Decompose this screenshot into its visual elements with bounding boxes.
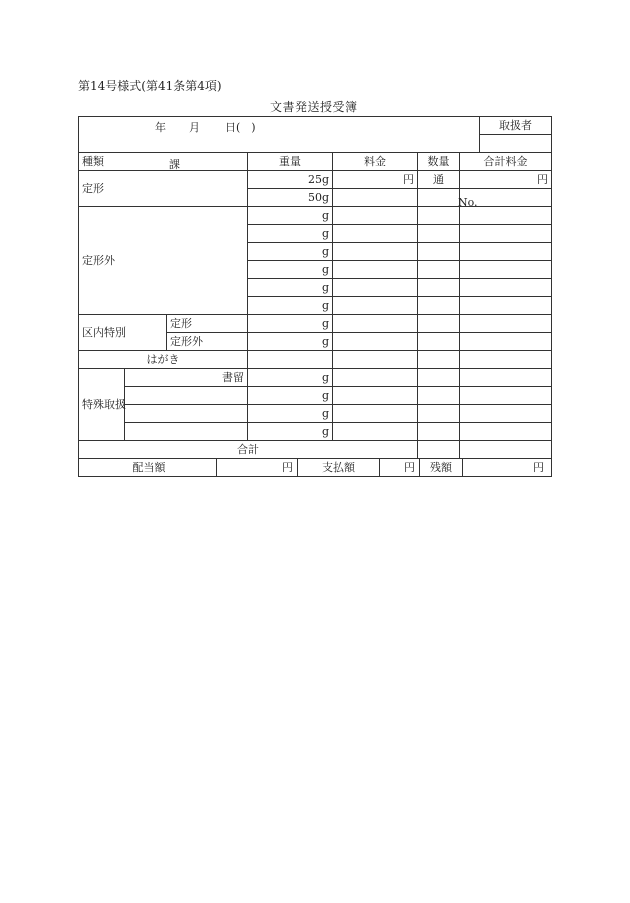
table-row <box>79 351 552 369</box>
local-special-label: 区内特別 <box>79 315 167 351</box>
document-title: 文書発送授受簿 <box>270 100 358 114</box>
standard-label: 定形 <box>79 171 248 207</box>
column-total-fee: 合計料金 <box>460 153 552 171</box>
special-handling-label: 特殊取扱 <box>79 369 125 441</box>
allocated-unit: 円 <box>217 459 298 476</box>
total-label: 合計 <box>79 441 418 459</box>
date-month-label: 月 <box>189 121 200 134</box>
weight-unit: g <box>248 423 333 441</box>
handler-label-cell: 取扱者 <box>480 117 552 135</box>
form-number: 第14号様式(第41条第4項) <box>78 79 222 93</box>
table-row <box>79 423 552 441</box>
standard-total-unit: 円 <box>460 171 552 189</box>
column-header-row <box>79 153 552 171</box>
weight-unit: g <box>248 297 333 315</box>
handler-stamp-box <box>480 135 552 153</box>
paid-unit: 円 <box>380 459 420 476</box>
balance-unit: 円 <box>533 461 544 474</box>
table-row <box>79 405 552 423</box>
column-weight: 重量 <box>248 153 333 171</box>
weight-unit: g <box>248 369 333 387</box>
paid-label: 支払額 <box>298 459 380 476</box>
table-row <box>79 171 552 189</box>
registered-mail-label: 書留 <box>125 369 248 387</box>
table-row <box>79 315 552 333</box>
date-year-label: 年 <box>155 121 166 134</box>
total-row <box>79 441 552 459</box>
column-fee: 料金 <box>333 153 418 171</box>
budget-row <box>79 459 552 477</box>
allocated-label: 配当額 <box>82 459 217 476</box>
header-row <box>79 117 552 135</box>
postcard-label: はがき <box>79 351 248 369</box>
standard-weight-50: 50g <box>248 189 333 207</box>
table-row <box>79 207 552 225</box>
non-standard-label: 定形外 <box>79 207 248 315</box>
number-label: No. <box>458 196 478 209</box>
dispatch-register-table <box>78 116 552 477</box>
date-day-label: 日( ) <box>225 121 256 134</box>
weight-unit: g <box>248 243 333 261</box>
local-special-standard-label: 定形 <box>167 315 248 333</box>
weight-unit: g <box>248 333 333 351</box>
table-row <box>79 387 552 405</box>
section-label: 課 <box>169 158 180 171</box>
column-type: 種類 <box>79 153 248 171</box>
weight-unit: g <box>248 405 333 423</box>
column-quantity: 数量 <box>418 153 460 171</box>
standard-weight-25: 25g <box>248 171 333 189</box>
weight-unit: g <box>248 225 333 243</box>
weight-unit: g <box>248 261 333 279</box>
standard-quantity-unit: 通 <box>418 171 460 189</box>
table-row <box>79 369 552 387</box>
weight-unit: g <box>248 207 333 225</box>
budget-summary <box>79 459 552 477</box>
local-special-non-standard-label: 定形外 <box>167 333 248 351</box>
weight-unit: g <box>248 279 333 297</box>
weight-unit: g <box>248 315 333 333</box>
balance-label: 残額 <box>420 459 463 476</box>
standard-fee-unit: 円 <box>333 171 418 189</box>
weight-unit: g <box>248 387 333 405</box>
